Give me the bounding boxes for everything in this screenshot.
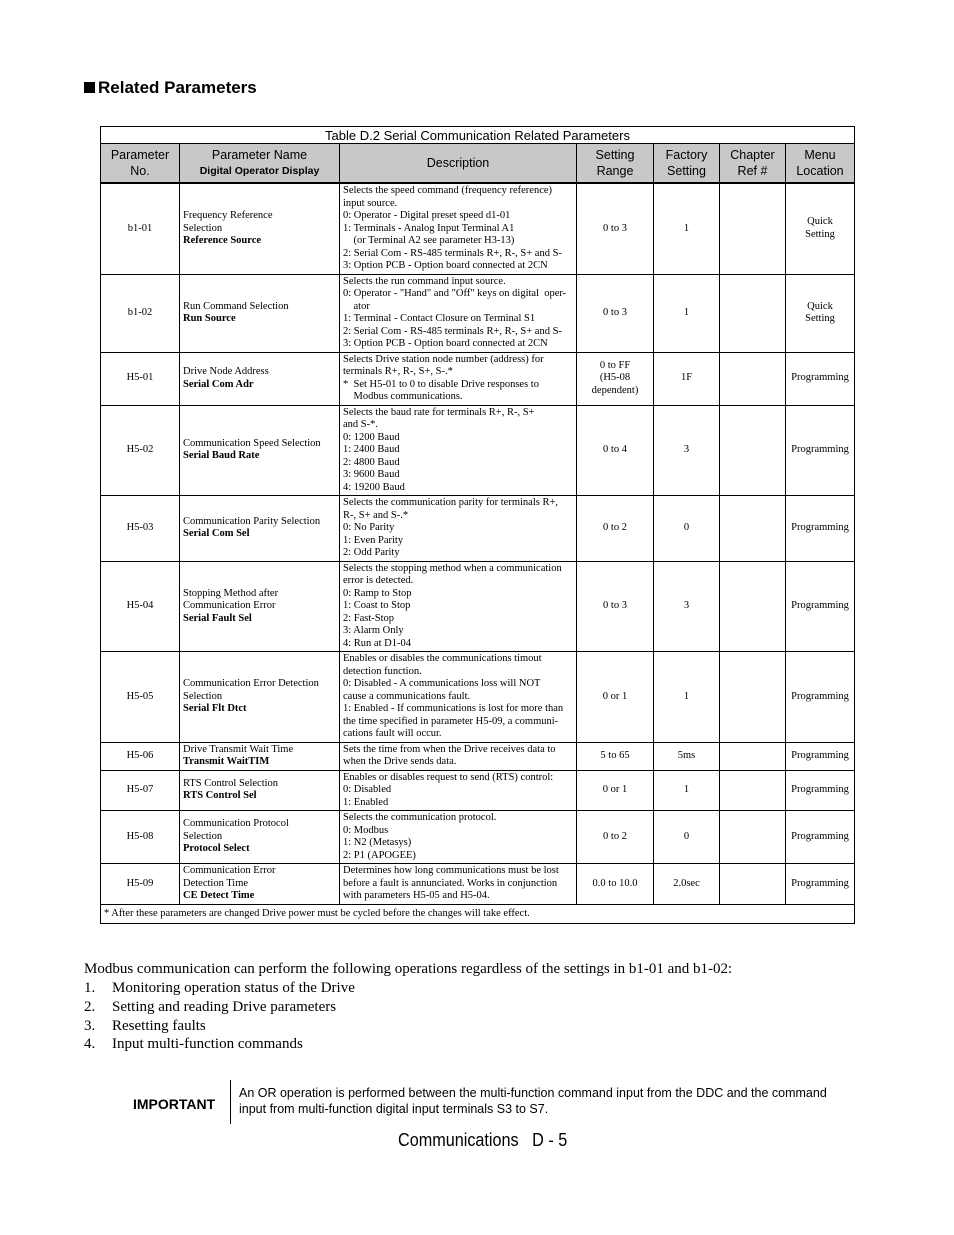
description-cell: Sets the time from when the Drive receives data to when the Drive sends data. xyxy=(340,742,577,770)
header-factory-setting: Factory Setting xyxy=(654,144,720,184)
header-menu-location: Menu Location xyxy=(786,144,855,184)
setting-range-cell: 0 to 2 xyxy=(577,496,654,562)
description-cell: Selects Drive station node number (address) for terminals R+, R-, S+, S-.* * Set H5-01 to 0 to disable Drive responses to Modbus communications. xyxy=(340,352,577,405)
parameter-name-cell xyxy=(180,811,340,864)
setting-range-cell: 5 to 65 xyxy=(577,742,654,770)
important-note-text: An OR operation is performed between the multi-function command input from the DDC and the command input from multi-function digital input terminals S3 to S7. xyxy=(239,1086,827,1116)
parameter-name-cell xyxy=(180,561,340,652)
chapter-ref-cell xyxy=(720,183,786,274)
table-row xyxy=(101,496,855,562)
factory-setting-cell: 0 xyxy=(654,811,720,864)
parameter-no-cell: H5-02 xyxy=(101,405,180,496)
parameter-name-cell xyxy=(180,864,340,905)
parameter-no-cell: H5-07 xyxy=(101,770,180,811)
chapter-ref-cell xyxy=(720,864,786,905)
list-item-number: 2. xyxy=(84,999,96,1015)
parameter-name-line: Selection xyxy=(183,222,223,234)
factory-setting-cell: 3 xyxy=(654,405,720,496)
header-description: Description xyxy=(340,144,577,184)
menu-location-cell: Programming xyxy=(786,770,855,811)
list-item-text: Setting and reading Drive parameters xyxy=(112,999,337,1015)
chapter-ref-cell xyxy=(720,274,786,352)
menu-location-cell: Quick Setting xyxy=(786,183,855,274)
parameter-name-line: Selection xyxy=(183,690,223,702)
header-digital-operator-display: Digital Operator Display xyxy=(199,165,320,177)
important-divider xyxy=(230,1080,231,1124)
table-row xyxy=(101,864,855,905)
table-row xyxy=(101,274,855,352)
description-cell: Selects the communication parity for terminals R+, R-, S+ and S-.* 0: No Parity 1: Even Parity 2: Odd Parity xyxy=(340,496,577,562)
factory-setting-cell: 2.0sec xyxy=(654,864,720,905)
setting-range-cell: 0 to FF (H5-08 dependent) xyxy=(577,352,654,405)
table-row xyxy=(101,183,855,274)
header-setting-range: Setting Range xyxy=(577,144,654,184)
factory-setting-cell: 1 xyxy=(654,274,720,352)
table-row xyxy=(101,561,855,652)
list-item-number: 4. xyxy=(84,1036,96,1052)
operator-display-name: Transmit WaitTIM xyxy=(183,756,270,767)
description-cell: Selects the run command input source. 0: Operator - "Hand" and "Off" keys on digital oper- ator 1: Terminal - Contact Closure on Terminal S1 2: Serial Com - RS-485 terminals R+, R-, S+ and S- 3: Option PCB - Option board connected at 2CN xyxy=(340,274,577,352)
parameter-name-cell xyxy=(180,496,340,562)
parameter-no-cell: H5-01 xyxy=(101,352,180,405)
operator-display-name: Serial Fault Sel xyxy=(183,612,252,624)
operator-display-name: Reference Source xyxy=(183,235,262,246)
parameter-no-cell: b1-02 xyxy=(101,274,180,352)
parameter-name-cell xyxy=(180,652,340,743)
menu-location-cell: Programming xyxy=(786,742,855,770)
menu-location-cell: Programming xyxy=(786,864,855,905)
parameter-name-line: Communication Error xyxy=(183,865,276,876)
list-item-text: Monitoring operation status of the Drive xyxy=(112,980,355,996)
parameter-name-cell xyxy=(180,352,340,405)
chapter-ref-cell xyxy=(720,742,786,770)
menu-location-cell: Programming xyxy=(786,496,855,562)
parameter-no-cell: H5-08 xyxy=(101,811,180,864)
description-cell: Selects the baud rate for terminals R+, R-, S+ and S-*. 0: 1200 Baud 1: 2400 Baud 2: 4800 Baud 3: 9600 Baud 4: 19200 Baud xyxy=(340,405,577,496)
chapter-ref-cell xyxy=(720,652,786,743)
parameter-name-cell xyxy=(180,183,340,274)
setting-range-cell: 0.0 to 10.0 xyxy=(577,864,654,905)
table-row xyxy=(101,652,855,743)
table-footnote: * After these parameters are changed Drive power must be cycled before the changes will take effect. xyxy=(101,904,855,923)
table-row xyxy=(101,811,855,864)
setting-range-cell: 0 to 3 xyxy=(577,183,654,274)
parameter-name-line: Communication Error Detection xyxy=(183,678,319,689)
parameter-name-line: Communication Protocol xyxy=(183,818,289,830)
factory-setting-cell: 1 xyxy=(654,183,720,274)
operator-display-name: CE Detect Time xyxy=(183,890,255,901)
operator-display-name: Protocol Select xyxy=(183,843,250,855)
section-heading xyxy=(84,78,257,98)
parameter-name-cell xyxy=(180,405,340,496)
operator-display-name: Serial Baud Rate xyxy=(183,450,260,462)
list-item-number: 1. xyxy=(84,980,96,996)
setting-range-cell: 0 to 3 xyxy=(577,561,654,652)
factory-setting-cell: 1F xyxy=(654,352,720,405)
header-parameter-name xyxy=(180,144,340,184)
description-cell: Selects the stopping method when a communication error is detected. 0: Ramp to Stop 1: Coast to Stop 2: Fast-Stop 3: Alarm Only 4: Run at D1-04 xyxy=(340,561,577,652)
operator-display-name: RTS Control Sel xyxy=(183,790,257,802)
chapter-ref-cell xyxy=(720,561,786,652)
parameter-name-line: Stopping Method after xyxy=(183,587,279,599)
operator-display-name: Serial Com Adr xyxy=(183,378,254,390)
description-cell: Enables or disables request to send (RTS) control: 0: Disabled 1: Enabled xyxy=(340,770,577,811)
factory-setting-cell: 5ms xyxy=(654,742,720,770)
section-title: Related Parameters xyxy=(98,78,257,97)
square-bullet-icon xyxy=(84,82,95,93)
parameter-name-cell xyxy=(180,770,340,811)
header-chapter-ref: Chapter Ref # xyxy=(720,144,786,184)
operator-display-name: Run Source xyxy=(183,313,236,324)
parameter-name-line: Drive Transmit Wait Time xyxy=(183,743,294,755)
parameter-no-cell: H5-04 xyxy=(101,561,180,652)
menu-location-cell: Programming xyxy=(786,352,855,405)
description-cell: Enables or disables the communications timout detection function. 0: Disabled - A communications loss will NOT cause a communications fault. 1: Enabled - If communications is lost for more than the time specified in parameter H5-09, a communi- cations fault will occur. xyxy=(340,652,577,743)
table-row xyxy=(101,352,855,405)
header-parameter-no: Parameter No. xyxy=(101,144,180,184)
serial-communication-parameters-table xyxy=(100,126,855,924)
setting-range-cell: 0 or 1 xyxy=(577,652,654,743)
factory-setting-cell: 1 xyxy=(654,770,720,811)
parameter-no-cell: H5-06 xyxy=(101,742,180,770)
chapter-ref-cell xyxy=(720,496,786,562)
table-caption: Table D.2 Serial Communication Related Parameters xyxy=(101,127,855,144)
setting-range-cell: 0 or 1 xyxy=(577,770,654,811)
list-item-text: Resetting faults xyxy=(112,1018,206,1034)
table-row xyxy=(101,405,855,496)
menu-location-cell: Programming xyxy=(786,652,855,743)
table-header-row xyxy=(101,144,855,184)
description-cell: Determines how long communications must be lost before a fault is annunciated. Works in conjunction with parameters H5-05 and H5-04. xyxy=(340,864,577,905)
parameter-name-line: Drive Node Address xyxy=(183,366,269,377)
chapter-ref-cell xyxy=(720,352,786,405)
header-parameter-name-label: Parameter Name xyxy=(211,148,308,162)
page-footer: Communications D - 5 xyxy=(398,1130,568,1150)
intro-paragraph: Modbus communication can perform the following operations regardless of the settings in b1-01 and b1-02: xyxy=(84,961,733,977)
parameter-no-cell: b1-01 xyxy=(101,183,180,274)
menu-location-cell: Programming xyxy=(786,811,855,864)
parameter-no-cell: H5-09 xyxy=(101,864,180,905)
parameter-name-line: Run Command Selection xyxy=(183,300,289,312)
parameter-no-cell: H5-03 xyxy=(101,496,180,562)
parameter-name-line: Frequency Reference xyxy=(183,210,273,221)
parameter-no-cell: H5-05 xyxy=(101,652,180,743)
list-item-number: 3. xyxy=(84,1018,96,1034)
chapter-ref-cell xyxy=(720,405,786,496)
list-item-text: Input multi-function commands xyxy=(112,1036,303,1052)
parameter-name-line: Detection Time xyxy=(183,877,249,889)
setting-range-cell: 0 to 4 xyxy=(577,405,654,496)
parameter-name-line: Communication Error xyxy=(183,600,276,611)
chapter-ref-cell xyxy=(720,811,786,864)
operator-display-name: Serial Com Sel xyxy=(183,528,250,540)
factory-setting-cell: 3 xyxy=(654,561,720,652)
parameter-name-line: RTS Control Selection xyxy=(183,777,279,789)
important-label: IMPORTANT xyxy=(133,1096,216,1112)
menu-location-cell: Programming xyxy=(786,561,855,652)
parameter-name-cell xyxy=(180,274,340,352)
menu-location-cell: Quick Setting xyxy=(786,274,855,352)
setting-range-cell: 0 to 3 xyxy=(577,274,654,352)
menu-location-cell: Programming xyxy=(786,405,855,496)
parameter-name-line: Communication Speed Selection xyxy=(183,437,321,449)
setting-range-cell: 0 to 2 xyxy=(577,811,654,864)
parameter-name-cell xyxy=(180,742,340,770)
chapter-ref-cell xyxy=(720,770,786,811)
factory-setting-cell: 0 xyxy=(654,496,720,562)
table-row xyxy=(101,742,855,770)
table-row xyxy=(101,770,855,811)
parameter-name-line: Selection xyxy=(183,830,223,842)
description-cell: Selects the communication protocol. 0: Modbus 1: N2 (Metasys) 2: P1 (APOGEE) xyxy=(340,811,577,864)
operator-display-name: Serial Flt Dtct xyxy=(183,703,247,714)
factory-setting-cell: 1 xyxy=(654,652,720,743)
description-cell: Selects the speed command (frequency reference) input source. 0: Operator - Digital preset speed d1-01 1: Terminals - Analog Input Terminal A1 (or Terminal A2 see parameter H3-13) 2: Serial Com - RS-485 terminals R+, R-, S+ and S- 3: Option PCB - Option board connected at 2CN xyxy=(340,183,577,274)
parameter-name-line: Communication Parity Selection xyxy=(183,515,321,527)
